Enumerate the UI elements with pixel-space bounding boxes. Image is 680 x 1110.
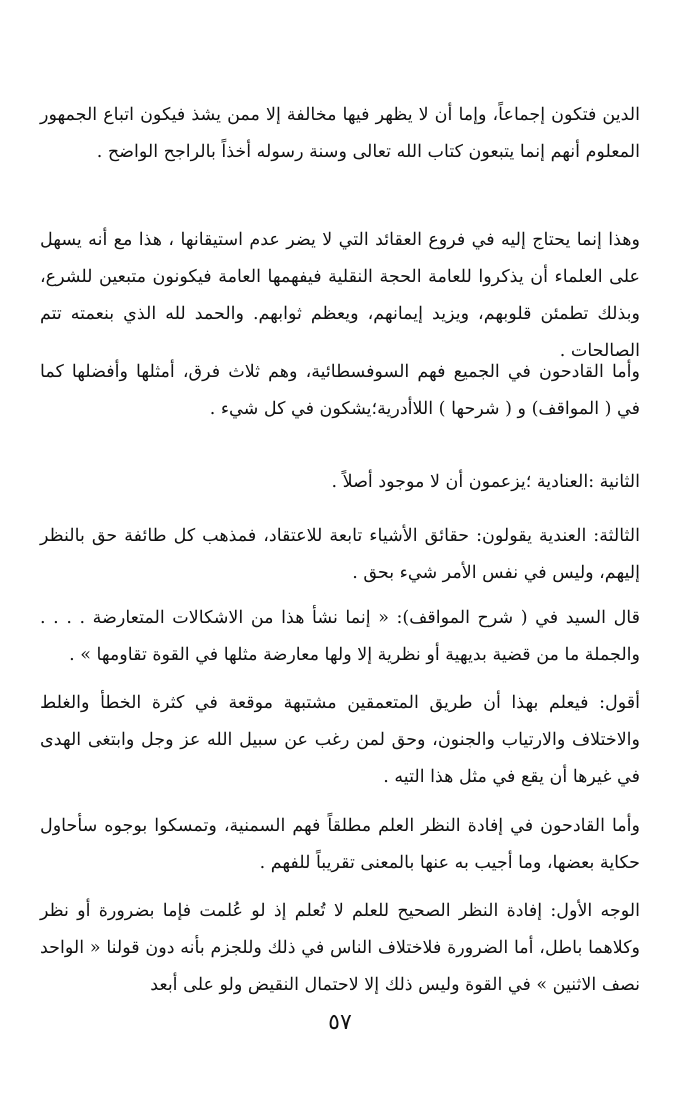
paragraph-3: وأما القادحون في الجميع فهم السوفسطائية، وهم ثلاث فرق، أمثلها وأفضلها كما في ( المواقف) و ( شرحها ) اللاأدرية؛يشكون في كل شيء . [40, 362, 640, 419]
paragraph-1: الدين فتكون إجماعاً، وإما أن لا يظهر فيها مخالفة إلا ممن يشذ فيكون اتباع الجمهور المعلوم أنهم إنما يتبعون كتاب الله تعالى وسنة رسوله أخذاً بالراجح الواضح . [40, 105, 640, 162]
paragraph-4: الثانية :العنادية ؛يزعمون أن لا موجود أصلاً . [331, 472, 640, 492]
paragraph-6: قال السيد في ( شرح المواقف): « إنما نشأ هذا من الاشكالات المتعارضة . . . . والجملة ما من قضية بديهية أو نظرية إلا ولها معارضة مثلها في القوة تقاومها » . [40, 608, 640, 665]
page-number: ٥٧ [328, 1010, 352, 1035]
paragraph-5: الثالثة: العندية يقولون: حقائق الأشياء تابعة للاعتقاد، فمذهب كل طائفة حق بالنظر إليهم، وليس في نفس الأمر شيء بحق . [40, 526, 640, 583]
paragraph-8: وأما القادحون في إفادة النظر العلم مطلقاً فهم السمنية، وتمسكوا بوجوه سأحاول حكاية بعضها، وما أجيب به عنها بالمعنى تقريباً للفهم . [40, 816, 640, 873]
paragraph-7: أقول: فيعلم بهذا أن طريق المتعمقين مشتبهة موقعة في كثرة الخطأ والغلط والاختلاف والارتياب والجنون، وحق لمن رغب عن سبيل الله عز وجل وابتغى الهدى في غيرها أن يقع في مثل هذا التيه . [40, 693, 640, 787]
paragraph-2: وهذا إنما يحتاج إليه في فروع العقائد التي لا يضر عدم استيقانها ، هذا مع أنه يسهل على العلماء أن يذكروا للعامة الحجة النقلية فيفهمها العامة فيكونون متبعين للشرع، وبذلك تطمئن قلوبهم، ويزيد إيمانهم، ويعظم ثوابهم. والحمد لله الذي بنعمته تتم الصالحات . [40, 230, 640, 361]
paragraph-9: الوجه الأول: إفادة النظر الصحيح للعلم لا تُعلم إذ لو عُلمت فإما بضرورة أو نظر وكلاهما باطل، أما الضرورة فلاختلاف الناس في ذلك وللجزم بأنه دون قولنا « الواحد نصف الاثنين » في القوة وليس ذلك إلا لاحتمال النقيض ولو على أبعد [40, 901, 640, 995]
